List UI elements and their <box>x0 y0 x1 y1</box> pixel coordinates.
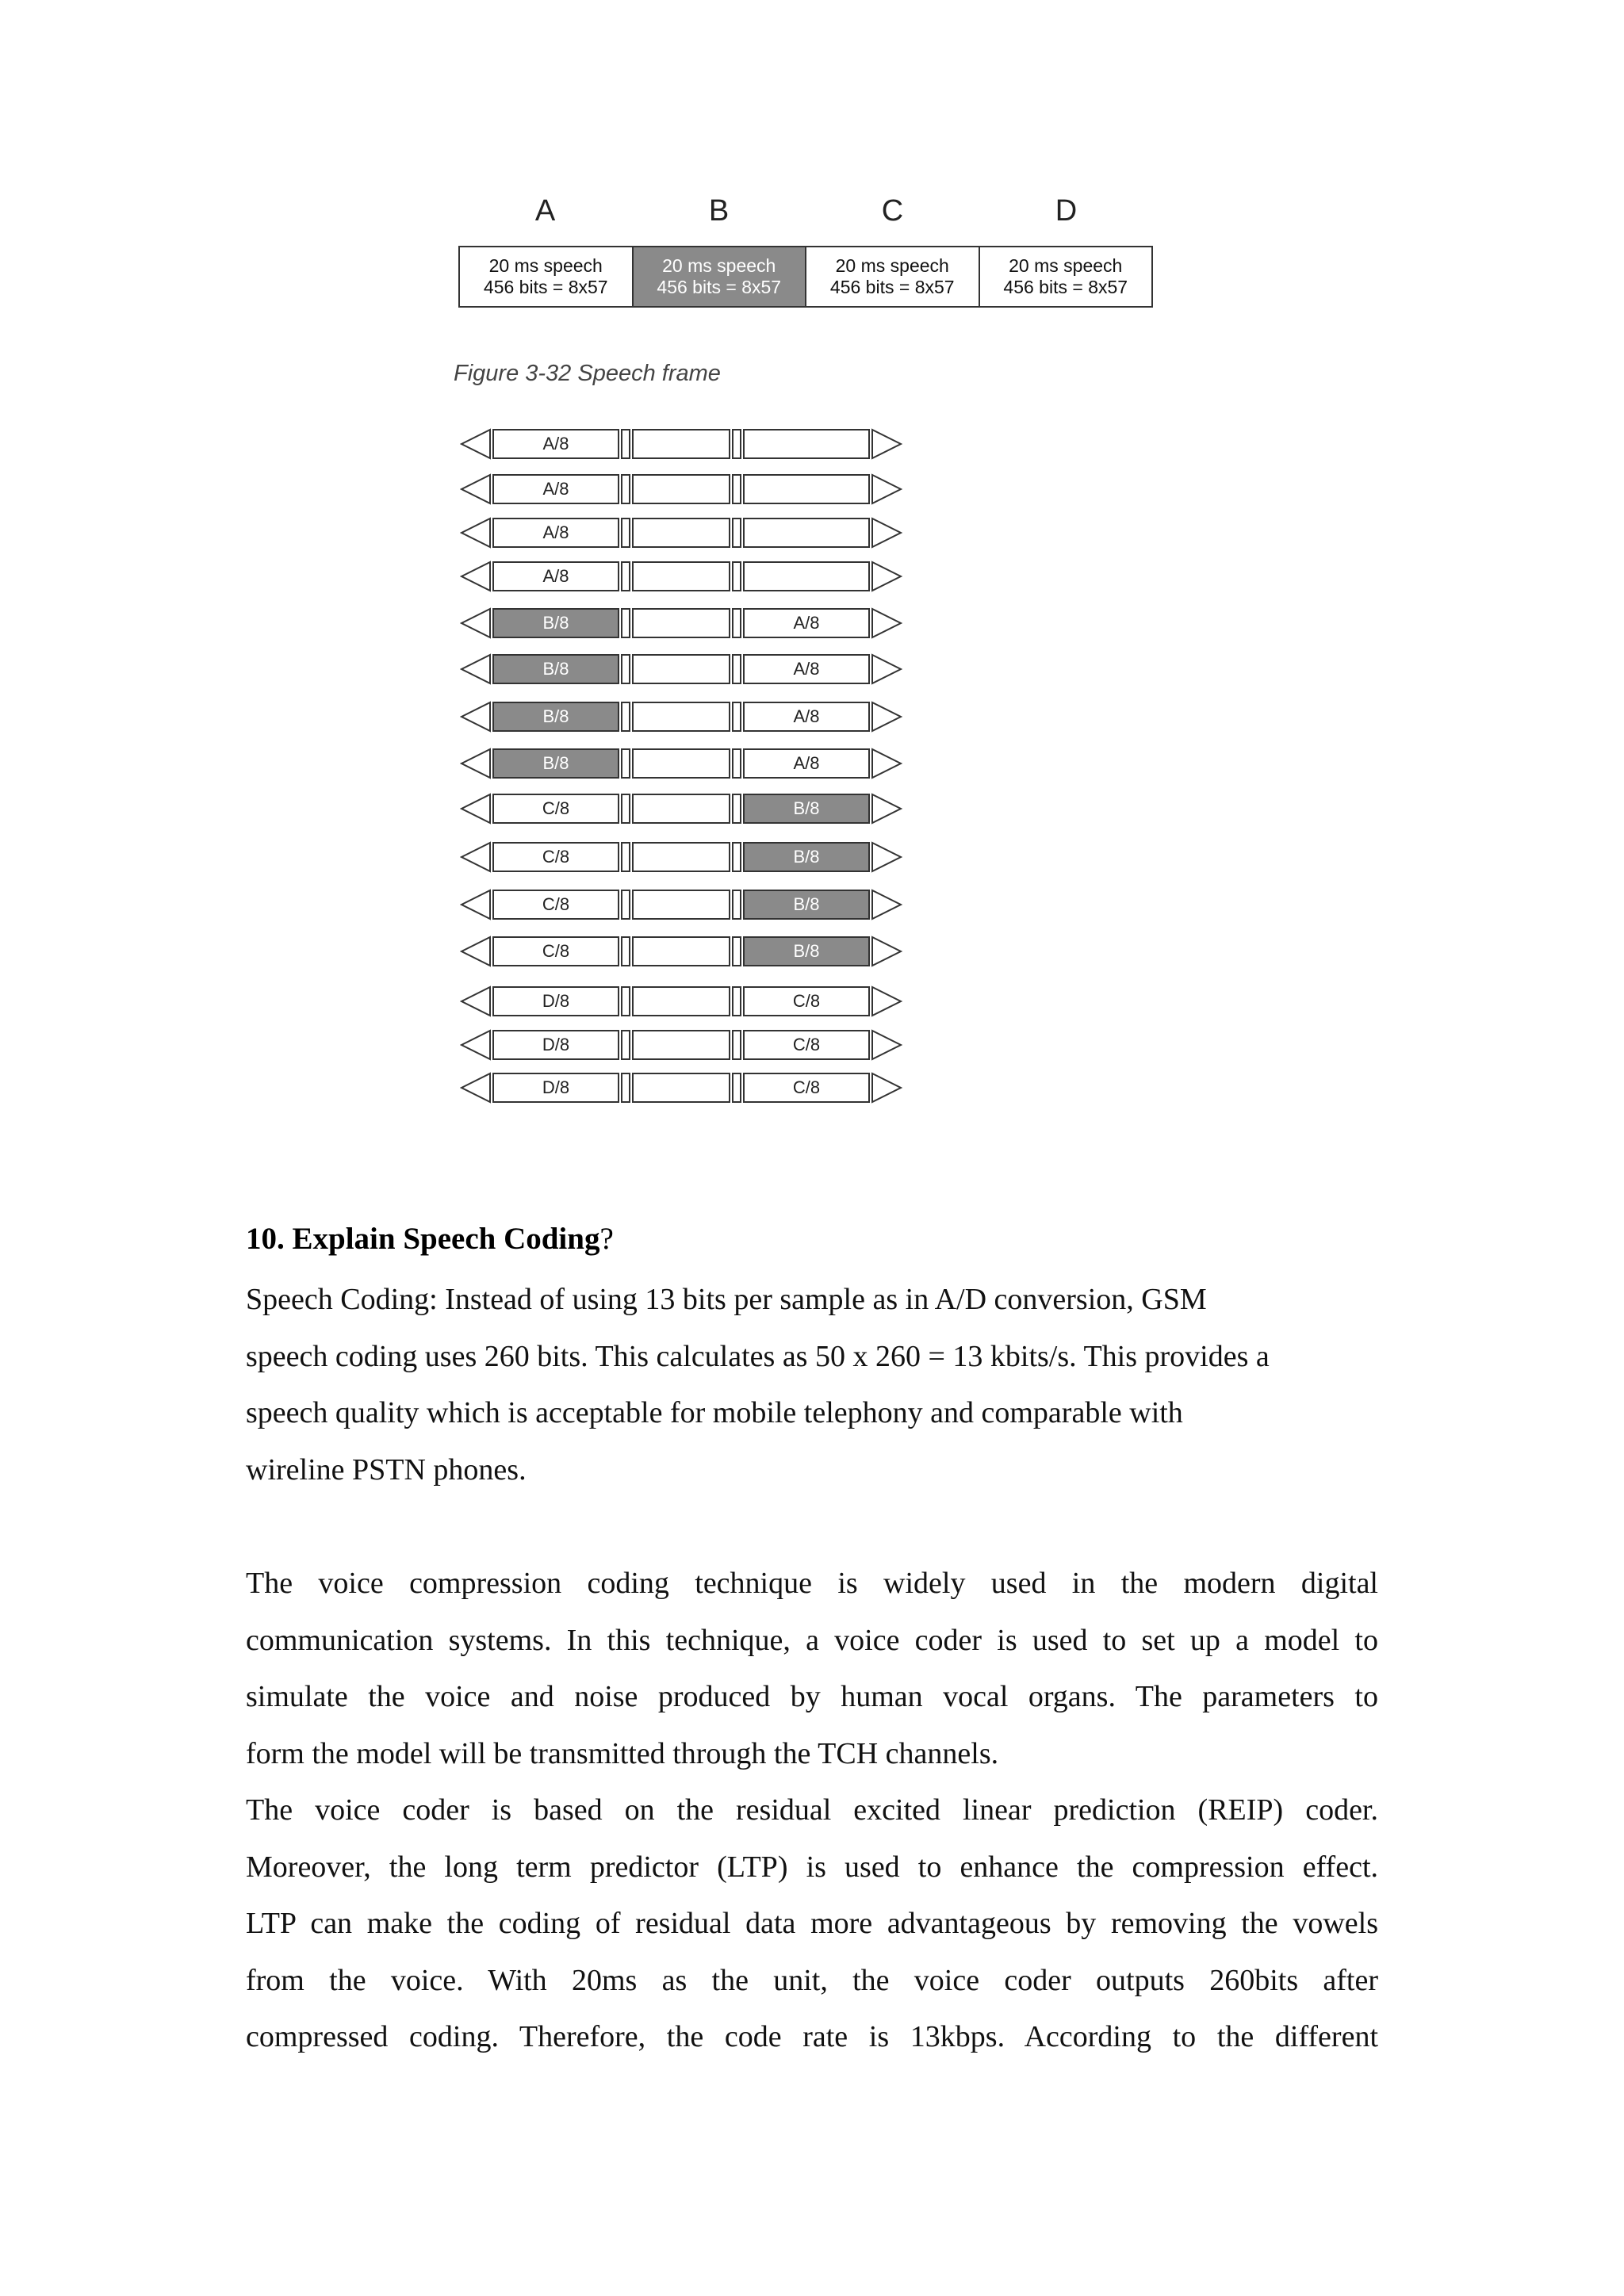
burst-training-sequence <box>633 475 730 503</box>
burst-row <box>460 1029 904 1061</box>
burst-training-sequence <box>633 843 730 871</box>
burst-left-flag <box>622 1031 630 1059</box>
burst-left-tail <box>462 1031 490 1059</box>
burst-left-flag <box>622 609 630 637</box>
paragraph-line: Moreover, the long term predictor (LTP) is used to enhance the compression effect. <box>246 1850 1378 1884</box>
burst-row <box>460 428 904 460</box>
burst-right-label: A/8 <box>793 613 820 633</box>
burst-right-head <box>872 794 901 823</box>
burst-right-head <box>872 1073 901 1102</box>
frame-duration: 20 ms speech <box>1009 255 1123 276</box>
burst-row <box>460 607 904 639</box>
burst-right-head <box>872 655 901 683</box>
paragraph-line: LTP can make the coding of residual data more advantageous by removing the vowels <box>246 1907 1378 1940</box>
burst-right-flag <box>733 987 741 1016</box>
speech-frame-table <box>458 246 1153 308</box>
burst-left-label: A/8 <box>542 434 569 453</box>
burst-left-tail <box>462 519 490 547</box>
burst-right-flag <box>733 655 741 683</box>
burst-row <box>460 653 904 685</box>
burst-training-sequence <box>633 1073 730 1102</box>
paragraph-line: wireline PSTN phones. <box>246 1452 527 1487</box>
frame-bits: 456 bits = 8x57 <box>1003 277 1128 297</box>
frame-bits: 456 bits = 8x57 <box>829 277 955 297</box>
burst-left-flag <box>622 890 630 919</box>
burst-training-sequence <box>633 519 730 547</box>
burst-right-flag <box>733 890 741 919</box>
frame-letter-b: B <box>708 194 730 228</box>
burst-row <box>460 748 904 779</box>
burst-left-flag <box>622 1073 630 1102</box>
burst-training-sequence <box>633 609 730 637</box>
burst-left-tail <box>462 749 490 778</box>
burst-left-label: A/8 <box>542 522 569 542</box>
burst-right-label: B/8 <box>793 798 820 818</box>
burst-right-label: A/8 <box>793 753 820 773</box>
burst-left-label: C/8 <box>542 941 570 961</box>
burst-right-head <box>872 843 901 871</box>
burst-left-tail <box>462 430 490 458</box>
frame-duration: 20 ms speech <box>488 255 603 276</box>
burst-left-flag <box>622 655 630 683</box>
paragraph-voice-coder <box>246 1782 1378 2066</box>
burst-right-label: B/8 <box>793 941 820 961</box>
burst-right-label: A/8 <box>793 706 820 726</box>
burst-left-label: A/8 <box>542 566 569 586</box>
burst-left-flag <box>622 475 630 503</box>
burst-right-label <box>744 517 869 549</box>
burst-left-tail <box>462 1073 490 1102</box>
burst-left-label: D/8 <box>542 1077 570 1097</box>
burst-left-label: D/8 <box>542 991 570 1011</box>
frame-letter-d: D <box>1055 194 1078 228</box>
burst-row <box>460 473 904 505</box>
burst-right-flag <box>733 702 741 731</box>
question-title: 10. Explain Speech Coding <box>246 1222 600 1256</box>
burst-right-head <box>872 987 901 1016</box>
burst-row <box>460 889 904 920</box>
burst-training-sequence <box>633 890 730 919</box>
burst-right-head <box>872 937 901 966</box>
burst-left-tail <box>462 655 490 683</box>
burst-left-flag <box>622 987 630 1016</box>
frame-bits: 456 bits = 8x57 <box>657 277 782 297</box>
burst-row <box>460 936 904 967</box>
burst-row <box>460 985 904 1017</box>
burst-left-flag <box>622 937 630 966</box>
burst-training-sequence <box>633 562 730 591</box>
burst-left-label: B/8 <box>542 613 569 633</box>
burst-training-sequence <box>633 702 730 731</box>
paragraph-speech-coding <box>246 1272 1378 1498</box>
burst-right-flag <box>733 609 741 637</box>
burst-right-head <box>872 702 901 731</box>
paragraph-line: Speech Coding: Instead of using 13 bits per sample as in A/D conversion, GSM <box>246 1283 1207 1316</box>
burst-right-head <box>872 519 901 547</box>
paragraph-line: simulate the voice and noise produced by human vocal organs. The parameters to <box>246 1680 1378 1713</box>
burst-training-sequence <box>633 1031 730 1059</box>
burst-left-label: C/8 <box>542 798 570 818</box>
speech-frame-d <box>980 247 1152 306</box>
burst-right-flag <box>733 562 741 591</box>
burst-training-sequence <box>633 749 730 778</box>
frame-duration: 20 ms speech <box>662 255 776 276</box>
burst-right-flag <box>733 1073 741 1102</box>
question-heading <box>246 1221 614 1257</box>
burst-training-sequence <box>633 794 730 823</box>
burst-right-label: B/8 <box>793 894 820 914</box>
question-mark: ? <box>599 1222 614 1256</box>
burst-left-tail <box>462 609 490 637</box>
burst-left-tail <box>462 890 490 919</box>
burst-row <box>460 841 904 873</box>
burst-left-tail <box>462 843 490 871</box>
paragraph-line: speech quality which is acceptable for mobile telephony and comparable with <box>246 1396 1183 1429</box>
burst-right-label: C/8 <box>792 1077 821 1097</box>
burst-right-label: C/8 <box>792 1035 821 1054</box>
burst-left-flag <box>622 562 630 591</box>
burst-left-flag <box>622 702 630 731</box>
burst-left-label: B/8 <box>542 659 569 679</box>
burst-left-label: C/8 <box>542 847 570 867</box>
burst-left-label: B/8 <box>542 706 569 726</box>
burst-right-flag <box>733 937 741 966</box>
burst-left-tail <box>462 987 490 1016</box>
burst-right-head <box>872 475 901 503</box>
frame-bits: 456 bits = 8x57 <box>483 277 608 297</box>
burst-right-flag <box>733 475 741 503</box>
burst-left-tail <box>462 794 490 823</box>
burst-right-label <box>744 428 869 460</box>
burst-training-sequence <box>633 655 730 683</box>
burst-left-tail <box>462 562 490 591</box>
burst-right-flag <box>733 794 741 823</box>
burst-right-flag <box>733 1031 741 1059</box>
speech-frame-c <box>806 247 980 306</box>
burst-training-sequence <box>633 430 730 458</box>
burst-row <box>460 1072 904 1104</box>
burst-left-flag <box>622 430 630 458</box>
burst-right-label <box>744 473 869 505</box>
paragraph-line: communication systems. In this technique, a voice coder is used to set up a model to <box>246 1623 1378 1657</box>
frame-letter-c: C <box>881 194 904 228</box>
burst-left-label: D/8 <box>542 1035 570 1054</box>
figure-caption: Figure 3-32 Speech frame <box>454 361 721 386</box>
burst-right-flag <box>733 430 741 458</box>
frame-letter-a: A <box>534 194 556 228</box>
burst-left-label: A/8 <box>542 479 569 499</box>
burst-right-head <box>872 1031 901 1059</box>
burst-row <box>460 793 904 825</box>
burst-right-flag <box>733 519 741 547</box>
burst-training-sequence <box>633 937 730 966</box>
burst-interleaving-diagram <box>460 428 904 1110</box>
burst-left-label: B/8 <box>542 753 569 773</box>
burst-left-flag <box>622 843 630 871</box>
burst-left-flag <box>622 519 630 547</box>
burst-left-flag <box>622 794 630 823</box>
burst-left-label: C/8 <box>542 894 570 914</box>
burst-right-head <box>872 562 901 591</box>
burst-right-head <box>872 609 901 637</box>
burst-right-head <box>872 430 901 458</box>
burst-row <box>460 701 904 733</box>
burst-left-tail <box>462 702 490 731</box>
frame-duration: 20 ms speech <box>835 255 949 276</box>
burst-right-flag <box>733 749 741 778</box>
burst-left-flag <box>622 749 630 778</box>
burst-right-label: A/8 <box>793 659 820 679</box>
burst-right-label <box>744 561 869 592</box>
frame-letters <box>458 194 1153 234</box>
speech-frame-b <box>634 247 807 306</box>
burst-left-tail <box>462 937 490 966</box>
burst-row <box>460 517 904 549</box>
speech-frame-a <box>460 247 634 306</box>
paragraph-line: speech coding uses 260 bits. This calculates as 50 x 260 = 13 kbits/s. This provides a <box>246 1339 1270 1373</box>
burst-right-head <box>872 890 901 919</box>
burst-left-tail <box>462 475 490 503</box>
paragraph-line: compressed coding. Therefore, the code rate is 13kbps. According to the different <box>246 2020 1378 2053</box>
paragraph-line: The voice coder is based on the residual excited linear prediction (REIP) coder. <box>246 1793 1378 1827</box>
paragraph-line: from the voice. With 20ms as the unit, the voice coder outputs 260bits after <box>246 1963 1378 1997</box>
burst-right-flag <box>733 843 741 871</box>
burst-right-label: B/8 <box>793 847 820 867</box>
burst-training-sequence <box>633 987 730 1016</box>
burst-row <box>460 561 904 592</box>
paragraph-voice-compression <box>246 1556 1378 1782</box>
paragraph-line: form the model will be transmitted through the TCH channels. <box>246 1736 999 1770</box>
paragraph-line: The voice compression coding technique is widely used in the modern digital <box>246 1567 1378 1600</box>
burst-right-label: C/8 <box>792 991 821 1011</box>
burst-right-head <box>872 749 901 778</box>
